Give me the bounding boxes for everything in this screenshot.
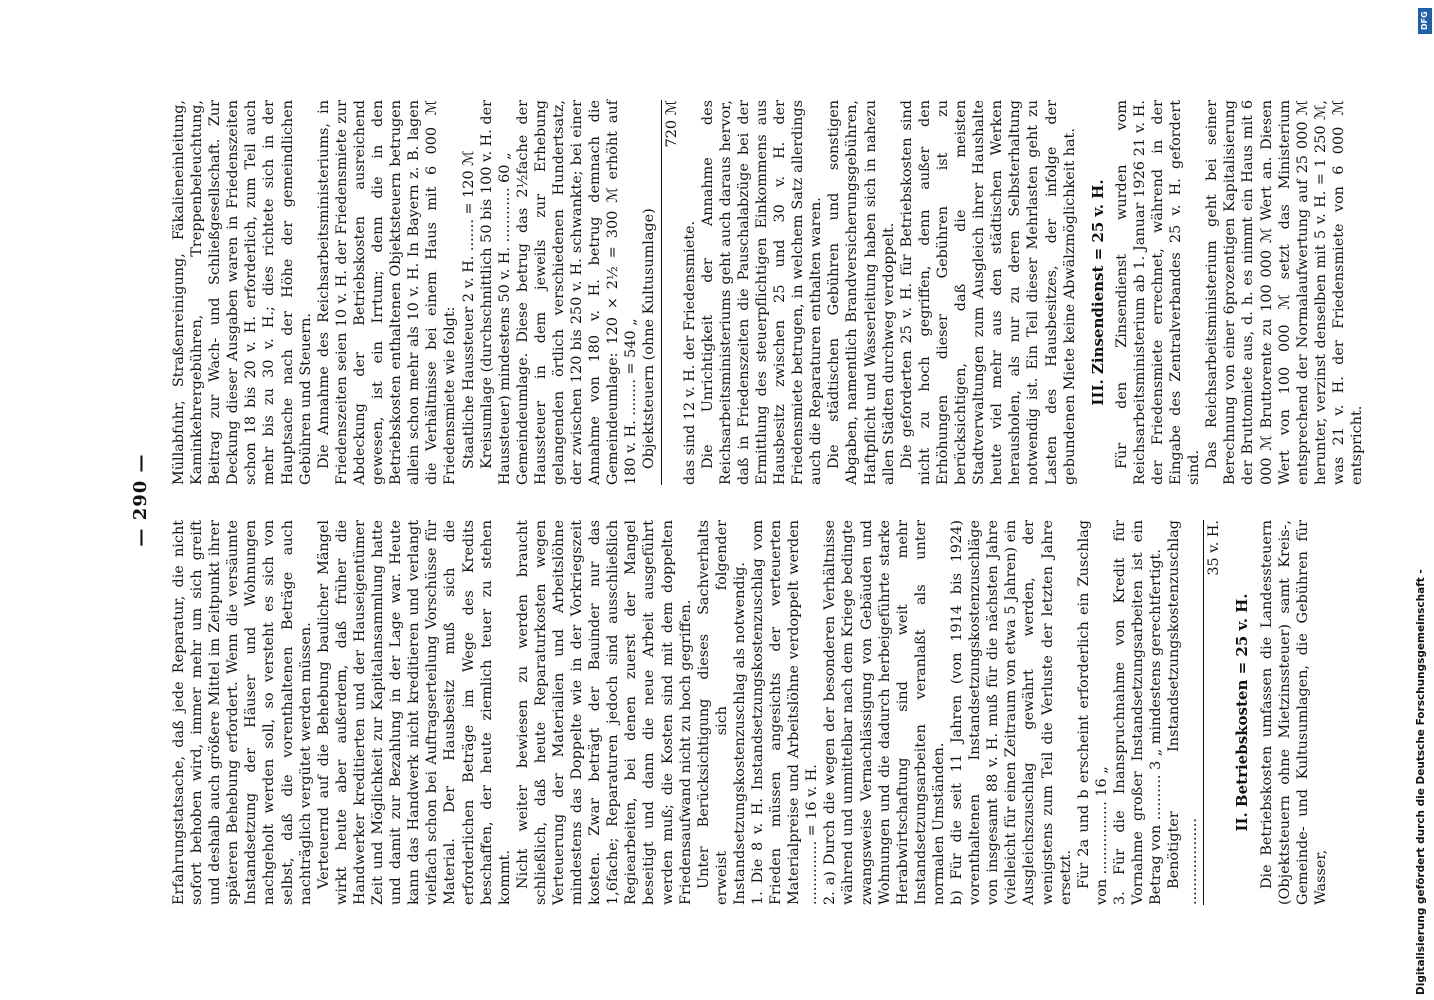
paragraph: Erfahrungstatsache, daß jede Reparatur, die nicht sofort behoben wird, immer mehr um sich greift und deshalb auch größere Mittel im Zeitpunkt ihrer späteren Behebung erfordert. Wenn die versäumte Instandsetzung der Häuser und Wohnungen nachgeholt werden soll, so versteht es sich von selbst, daß die vorenthaltenen Beträge auch nachträglich vergütet werden müssen. — [171, 520, 314, 905]
paragraph: Die Annahme des Reichsarbeitsministeriums, in Friedenszeiten seien 10 v. H. der Friedensmiete zur Abdeckung der Betriebskosten ausreichend gewesen, ist ein Irrtum; denn die in den Betriebskosten enthaltenen Objektsteuern betrugen allein schon mehr als 10 v. H. In Bayern z. B. lagen die Verhältnisse bei einem Haus mit 6 000 ℳ Friedensmiete wie folgt: — [315, 100, 459, 485]
paragraph: Die städtischen Gebühren und sonstigen Abgaben, namentlich Brandversicherungsgebühren, Haftpflicht und Wasserleitung haben sich in nahezu allen Städten durchweg verdoppelt. — [826, 100, 897, 485]
section-heading: III. Zinsendienst = 25 v. H. — [1088, 179, 1107, 406]
right-column — [170, 100, 1366, 485]
table-row: Kreisumlage (durchschnittlich 50 bis 100 v. H. der Haussteuer) mindestens 50 v. H. ............ 60 „ — [478, 100, 513, 485]
paragraph: Nicht weiter bewiesen zu werden braucht schließlich, daß heute Reparaturkosten wegen Verteuerung der Materialien und Arbeitslöhne mindestens das Doppelte wie in der Vorkriegszeit kosten. Zwar beträgt der Bauinder nur das 1,6fache; Reparaturen jedoch sind ausschließlich Regiearbeiten, bei denen zuerst der Mangel beseitigt und dann die neue Arbeit ausgeführt werden muß; die Kosten sind mit dem doppelten Friedensaufwand nicht zu hoch gegriffen. — [514, 520, 694, 905]
dfg-logo: DFG — [1418, 8, 1432, 34]
table-row: Staatliche Haussteuer 2 v. H. ....... = 120 ℳ — [460, 150, 477, 469]
list-item: Benötigter Instandsetzungskostenzuschlag ................... — [1166, 520, 1201, 905]
document-page — [130, 95, 1365, 905]
list-item: b) Für die seit 11 Jahren (von 1914 bis 1924) vorenthaltenen Instandsetzungskostenzuschläge von insgesamt 88 v. H. muß für die nächsten Jahre (vielleicht für einen Zeitraum von etwa 5 Jahren) ein Ausgleichszuschlag gewährt werden, der wenigstens zum Teil die Verluste der letzten Jahre ersetzt. — [949, 520, 1074, 905]
paragraph: Die geforderten 25 v. H. für Betriebskosten sind nicht zu hoch gegriffen, denn außer den Erhöhungen dieser Gebühren ist zu berücksichtigen, daß die meisten Stadtverwaltungen zum Ausgleich ihrer Haushalte heute viel mehr aus den städtischen Werken herausholen, als nur zu deren Selbsterhaltung notwendig ist. Ein Teil dieser Mehrlasten geht zu Lasten des Hausbesitzes, der infolge der gebundenen Miete keine Abwälzmöglichkeit hat. — [898, 100, 1078, 485]
paragraph: Unter Berücksichtigung dieses Sachverhalts erweist sich folgender Instandsetzungskostenzuschlag als notwendig. — [695, 520, 748, 905]
section-heading: II. Betriebskosten = 25 v. H. — [1233, 593, 1252, 832]
table-row: Objektsteuern (ohne Kultusumlage) — [641, 208, 658, 469]
list-item: 1. Die 8 v. H. Instandsetzungskostenzuschlag vom Frieden müssen angesichts der verteuerten Materialpreise und Arbeitslöhne verdoppelt werden .............. = 16 v. H. — [750, 520, 821, 905]
total-value: 35 v. H. — [1203, 520, 1223, 905]
paragraph: Müllabfuhr, Straßenreinigung, Fäkalieneinleitung, Kaminkehrergebühren, Treppenbeleuchtung, Beitrag zur Wach- und Schließgesellschaft. Zur Deckung dieser Ausgaben waren in Friedenszeiten schon 18 bis 20 v. H. erforderlich, zum Teil auch mehr bis zu 30 v. H.; dies richtete sich in der Hauptsache nach der Höhe der gemeindlichen Gebühren und Steuern. — [171, 100, 314, 485]
table-row: das sind 12 v. H. der Friedensmiete. — [681, 220, 698, 485]
page-number: — 290 — — [130, 453, 151, 547]
list-item: Für 2a und b erscheint erforderlich ein Zuschlag von ................ 16 „ — [1075, 520, 1110, 905]
total-value: 720 ℳ — [661, 100, 681, 485]
list-item: 2. a) Durch die wegen der besonderen Verhältnisse während und unmittelbar nach dem Kriege bedingte zwangsweise Vernachlässigung von Gebäuden und Wohnungen und die dadurch herbeigeführte starke Herabwirtschaftung sind weit mehr Instandsetzungsarbeiten veranlaßt als unter normalen Umständen. — [822, 520, 947, 905]
paragraph: Verteuernd auf die Behebung baulicher Mängel wirkt heute aber außerdem, daß früher die Handwerker kreditierten und der Hauseigentümer Zeit und Möglichkeit zur Kapitalansammlung hatte und damit zur Bezahlung in der Lage war. Heute kann das Handwerk nicht kreditieren und verlangt vielfach schon bei Auftragserteilung Vorschüsse für Material. Der Hausbesitz muß sich die erforderlichen Beträge im Wege des Kredits beschaffen, der heute ziemlich teuer zu stehen kommt. — [315, 520, 513, 905]
paragraph: Für den Zinsendienst wurden vom Reichsarbeitsministerium ab 1. Januar 1926 21 v. H. der Friedensmiete errechnet, während in der Eingabe des Zentralverbandes 25 v. H. gefordert sind. — [1113, 100, 1203, 485]
table-row: Gemeindeumlage. Diese betrug das 2½fache der Haussteuer in dem jeweils zur Erhebung gelangenden örtlich verschiedenen Hundertsatz, der zwischen 120 bis 250 v. H. schwankte; bei einer Annahme von 180 v. H. betrug demnach die Gemeindeumlage: 120 × 2½ = 300 ℳ erhöht auf 180 v. H. ........ = 540 „ — [514, 100, 640, 485]
paragraph: Das Reichsarbeitsministerium geht bei seiner Berechnung von einer 6prozentigen Kapitalisierung der Bruttomiete aus, d. h. es nimmt ein Haus mit 6 000 ℳ Bruttorente zu 100 000 ℳ Wert an. Diesen Wert von 100 000 ℳ setzt das Ministerium entsprechend der Normalaufwertung auf 25 000 ℳ herunter, verzinst denselben mit 5 v. H. = 1 250 ℳ, was 21 v. H. der Friedensmiete von 6 000 ℳ entspricht. — [1204, 100, 1365, 485]
paragraph: Die Unrichtigkeit der Annahme des Reichsarbeitsministeriums geht auch daraus hervor, daß in Friedenszeiten die Pauschalabzüge bei der Ermittlung des steuerpflichtigen Einkommens aus Hausbesitz zwischen 25 und 30 v. H. der Friedensmiete betrugen, in welchem Satz allerdings auch die Reparaturen enthalten waren. — [699, 100, 825, 485]
paragraph: Die Betriebskosten umfassen die Landessteuern (Objektsteuern ohne Mietzinssteuer) samt Kreis-, Gemeinde- und Kultusumlagen, die Gebühren für Wasser, — [1258, 520, 1329, 905]
left-column — [170, 520, 1330, 905]
digitization-credit: Digitalisierung gefördert durch die Deutsche Forschungsgemeinschaft - — [1415, 569, 1427, 995]
list-item: 3. Für die Inanspruchnahme von Kredit für Vornahme großer Instandsetzungsarbeiten ist ein Betrag von .......... 3 „ mindestens gerechtfertigt. — [1111, 520, 1165, 905]
